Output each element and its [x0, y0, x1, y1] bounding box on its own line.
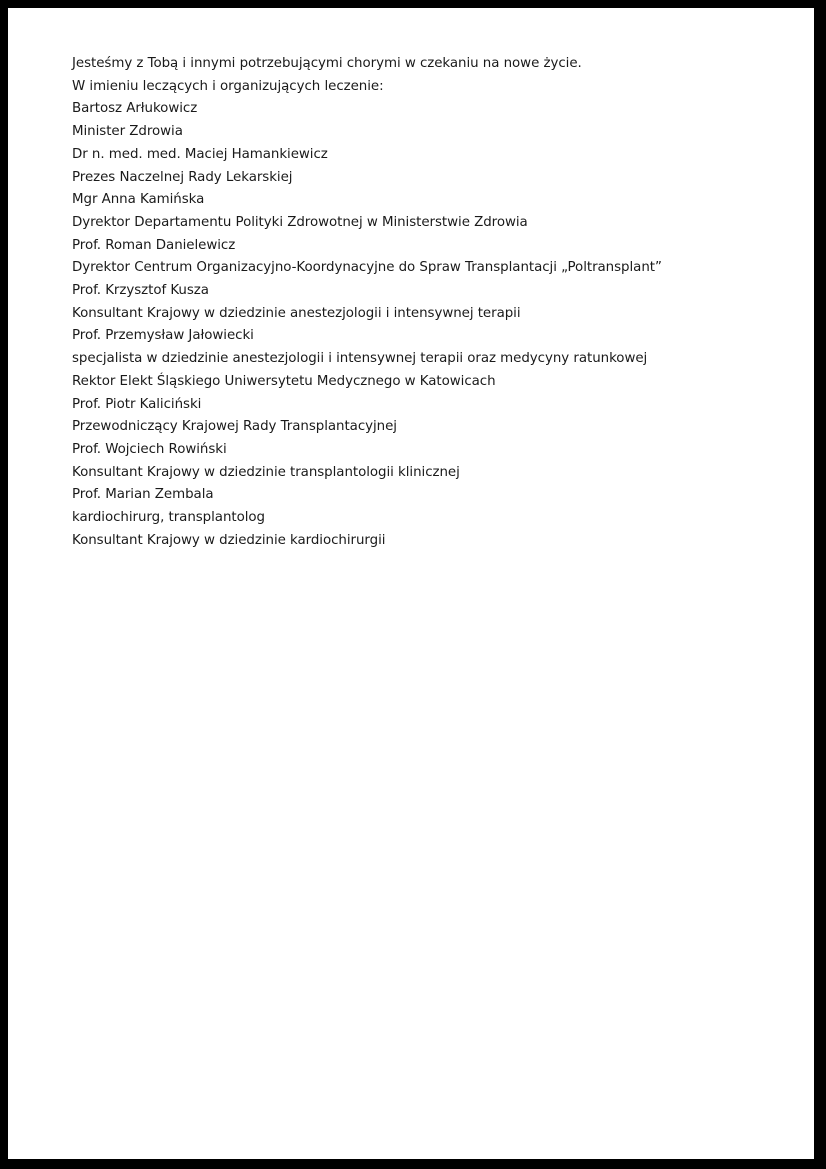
signatory-title: Konsultant Krajowy w dziedzinie anestezjologii i intensywnej terapii: [72, 305, 521, 321]
signatory-title: Konsultant Krajowy w dziedzinie kardiochirurgii: [72, 532, 386, 548]
intro-line: W imieniu leczących i organizujących leczenie:: [72, 78, 384, 94]
signatory-title: Rektor Elekt Śląskiego Uniwersytetu Medycznego w Katowicach: [72, 373, 496, 389]
signatory-name: Prof. Piotr Kaliciński: [72, 396, 202, 412]
document-body: [72, 53, 792, 552]
signatory-name: Prof. Marian Zembala: [72, 487, 214, 503]
signatory-name: Prof. Przemysław Jałowiecki: [72, 328, 254, 344]
signatory-name: Prof. Wojciech Rowiński: [72, 441, 227, 457]
signatory-title: Minister Zdrowia: [72, 124, 183, 140]
signatory-title: Przewodniczący Krajowej Rady Transplantacyjnej: [72, 419, 397, 435]
signatory-title: Dyrektor Centrum Organizacyjno-Koordynacyjne do Spraw Transplantacji „Poltransplant”: [72, 260, 662, 276]
signatory-title: Prezes Naczelnej Rady Lekarskiej: [72, 169, 293, 185]
signatory-title: Konsultant Krajowy w dziedzinie transplantologii klinicznej: [72, 464, 460, 480]
signatory-title: Dyrektor Departamentu Polityki Zdrowotnej w Ministerstwie Zdrowia: [72, 214, 528, 230]
document-page: [8, 8, 814, 1159]
signatory-name: Bartosz Arłukowicz: [72, 101, 198, 117]
signatory-name: Dr n. med. med. Maciej Hamankiewicz: [72, 146, 328, 162]
signatory-title: kardiochirurg, transplantolog: [72, 510, 265, 526]
signatory-name: Prof. Krzysztof Kusza: [72, 283, 209, 299]
signatory-title: specjalista w dziedzinie anestezjologii i intensywnej terapii oraz medycyny ratunkowej: [72, 351, 648, 367]
signatory-name: Prof. Roman Danielewicz: [72, 237, 236, 253]
signatory-name: Mgr Anna Kamińska: [72, 192, 205, 208]
intro-line: Jesteśmy z Tobą i innymi potrzebującymi chorymi w czekaniu na nowe życie.: [72, 56, 582, 71]
